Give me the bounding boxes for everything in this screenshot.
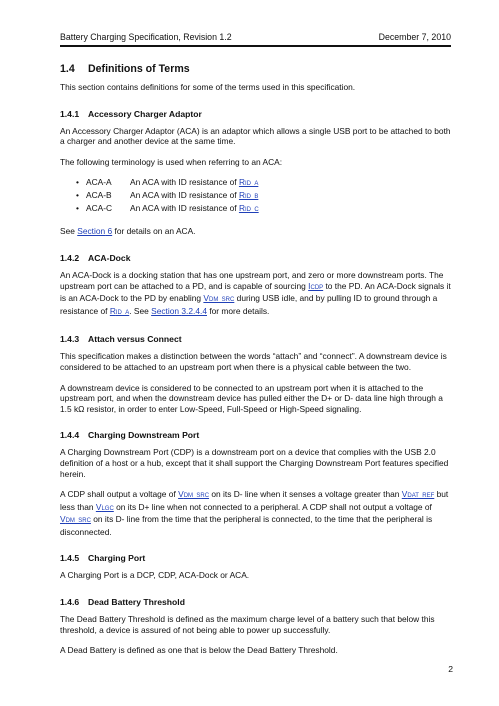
paragraph: A downstream device is considered to be connected to an upstream port when it is attached to the upstream port, and when the downstream device has pulled either the D+ or D- data line high through a 1.5 kΩ resistor, in order to enter Low-Speed, Full-Speed or High-Speed signaling. xyxy=(60,382,443,414)
page-content xyxy=(60,62,451,656)
paragraph: A CDP shall output a voltage of VDM_SRC on its D- line when it senses a voltage greater than VDAT_REF but less than VLGC on its D+ line when not connected to a peripheral. A CDP shall not output a voltage of VDM_SRC on its D- line from the time that the peripheral is connected, to the time that the peripheral is disconnected. xyxy=(60,489,449,537)
section-title: Definitions of Terms xyxy=(88,63,190,75)
list-desc: An ACA with ID resistance of RID_B xyxy=(130,190,259,201)
vdm-src-link[interactable]: VDM_SRC xyxy=(203,293,235,304)
rid-a-link[interactable]: RID_A xyxy=(238,177,259,188)
page-header xyxy=(60,32,451,42)
vdat-ref-link[interactable]: VDAT_REF xyxy=(401,489,435,500)
subsection-title: Charging Port xyxy=(88,553,146,564)
paragraph: A Dead Battery is defined as one that is below the Dead Battery Threshold. xyxy=(60,645,338,656)
subsection-heading-1-4-6 xyxy=(60,597,451,608)
subsection-title: Dead Battery Threshold xyxy=(88,597,185,608)
subsection-heading-1-4-3 xyxy=(60,334,451,345)
rid-a-link[interactable]: RID_A xyxy=(109,305,130,316)
paragraph: The following terminology is used when referring to an ACA: xyxy=(60,156,283,167)
subsection-number: 1.4.3 xyxy=(60,334,80,345)
subsection-number: 1.4.6 xyxy=(60,597,80,608)
section-intro: This section contains definitions for some of the terms used in this specification. xyxy=(60,82,356,92)
section-number: 1.4 xyxy=(60,63,75,75)
header-date: December 7, 2010 xyxy=(378,32,451,42)
section-heading-1-4 xyxy=(60,62,451,76)
list-term: ACA-A xyxy=(86,177,112,188)
vdm-src-link[interactable]: VDM_SRC xyxy=(60,514,91,525)
list-term: ACA-B xyxy=(86,190,112,201)
bullet-icon: • xyxy=(76,177,79,188)
list-term: ACA-C xyxy=(86,203,113,214)
subsection-title: Attach versus Connect xyxy=(88,334,182,345)
subsection-heading-1-4-5 xyxy=(60,553,451,564)
paragraph: See Section 6 for details on an ACA. xyxy=(60,226,196,237)
list-item xyxy=(60,177,451,190)
subsection-heading-1-4-2 xyxy=(60,253,451,264)
subsection-number: 1.4.4 xyxy=(60,430,80,441)
section-6-link[interactable]: Section 6 xyxy=(77,226,113,237)
vlgc-link[interactable]: VLGC xyxy=(95,501,114,512)
vdm-src-link[interactable]: VDM_SRC xyxy=(178,489,210,500)
paragraph: The Dead Battery Threshold is defined as the maximum charge level of a battery such that below this threshold, a device is assured of not being able to power up successfully. xyxy=(60,614,435,635)
page-number: 2 xyxy=(448,664,453,674)
subsection-title: ACA-Dock xyxy=(88,252,131,263)
header-rule xyxy=(60,45,451,47)
subsection-title: Accessory Charger Adaptor xyxy=(88,108,202,119)
rid-b-link[interactable]: RID_B xyxy=(238,190,259,201)
list-desc: An ACA with ID resistance of RID_C xyxy=(130,203,259,214)
subsection-heading-1-4-1 xyxy=(60,109,451,120)
subsection-number: 1.4.5 xyxy=(60,553,80,564)
bullet-icon: • xyxy=(76,190,79,201)
rid-c-link[interactable]: RID_C xyxy=(238,203,259,214)
paragraph: A Charging Port is a DCP, CDP, ACA-Dock or ACA. xyxy=(60,570,250,581)
icdp-link[interactable]: ICDP xyxy=(308,280,324,291)
header-title: Battery Charging Specification, Revision 1.2 xyxy=(60,32,232,42)
list-item xyxy=(60,190,451,203)
paragraph: An Accessory Charger Adaptor (ACA) is an adaptor which allows a single USB port to be attached to both a charger and another device at the same time. xyxy=(60,125,451,147)
aca-terminology-list xyxy=(60,177,451,216)
section-3-2-4-4-link[interactable]: Section 3.2.4.4 xyxy=(151,305,207,316)
list-desc: An ACA with ID resistance of RID_A xyxy=(130,177,259,188)
paragraph: An ACA-Dock is a docking station that has one upstream port, and zero or more downstream ports. The upstream port can be attached to a PD, and is capable of sourcing ICDP to the PD. An ACA-Dock signals it is an ACA-Dock to the PD by enabling VDM_SRC during USB idle, and by pulling ID to ground through a resistance of RID_A. See Section 3.2.4.4 for more details. xyxy=(60,269,451,316)
list-item xyxy=(60,203,451,216)
bullet-icon: • xyxy=(76,203,79,214)
paragraph: A Charging Downstream Port (CDP) is a downstream port on a device that complies with the USB 2.0 definition of a host or a hub, except that it shall support the Charging Downstream Port features specified herein. xyxy=(60,447,449,479)
subsection-heading-1-4-4 xyxy=(60,430,451,441)
subsection-number: 1.4.2 xyxy=(60,252,80,263)
paragraph: This specification makes a distinction between the words “attach” and “connect”. A downstream device is considered to be attached to an upstream port when there is a physical cable between the two. xyxy=(60,351,447,372)
subsection-title: Charging Downstream Port xyxy=(88,430,200,441)
subsection-number: 1.4.1 xyxy=(60,108,80,119)
